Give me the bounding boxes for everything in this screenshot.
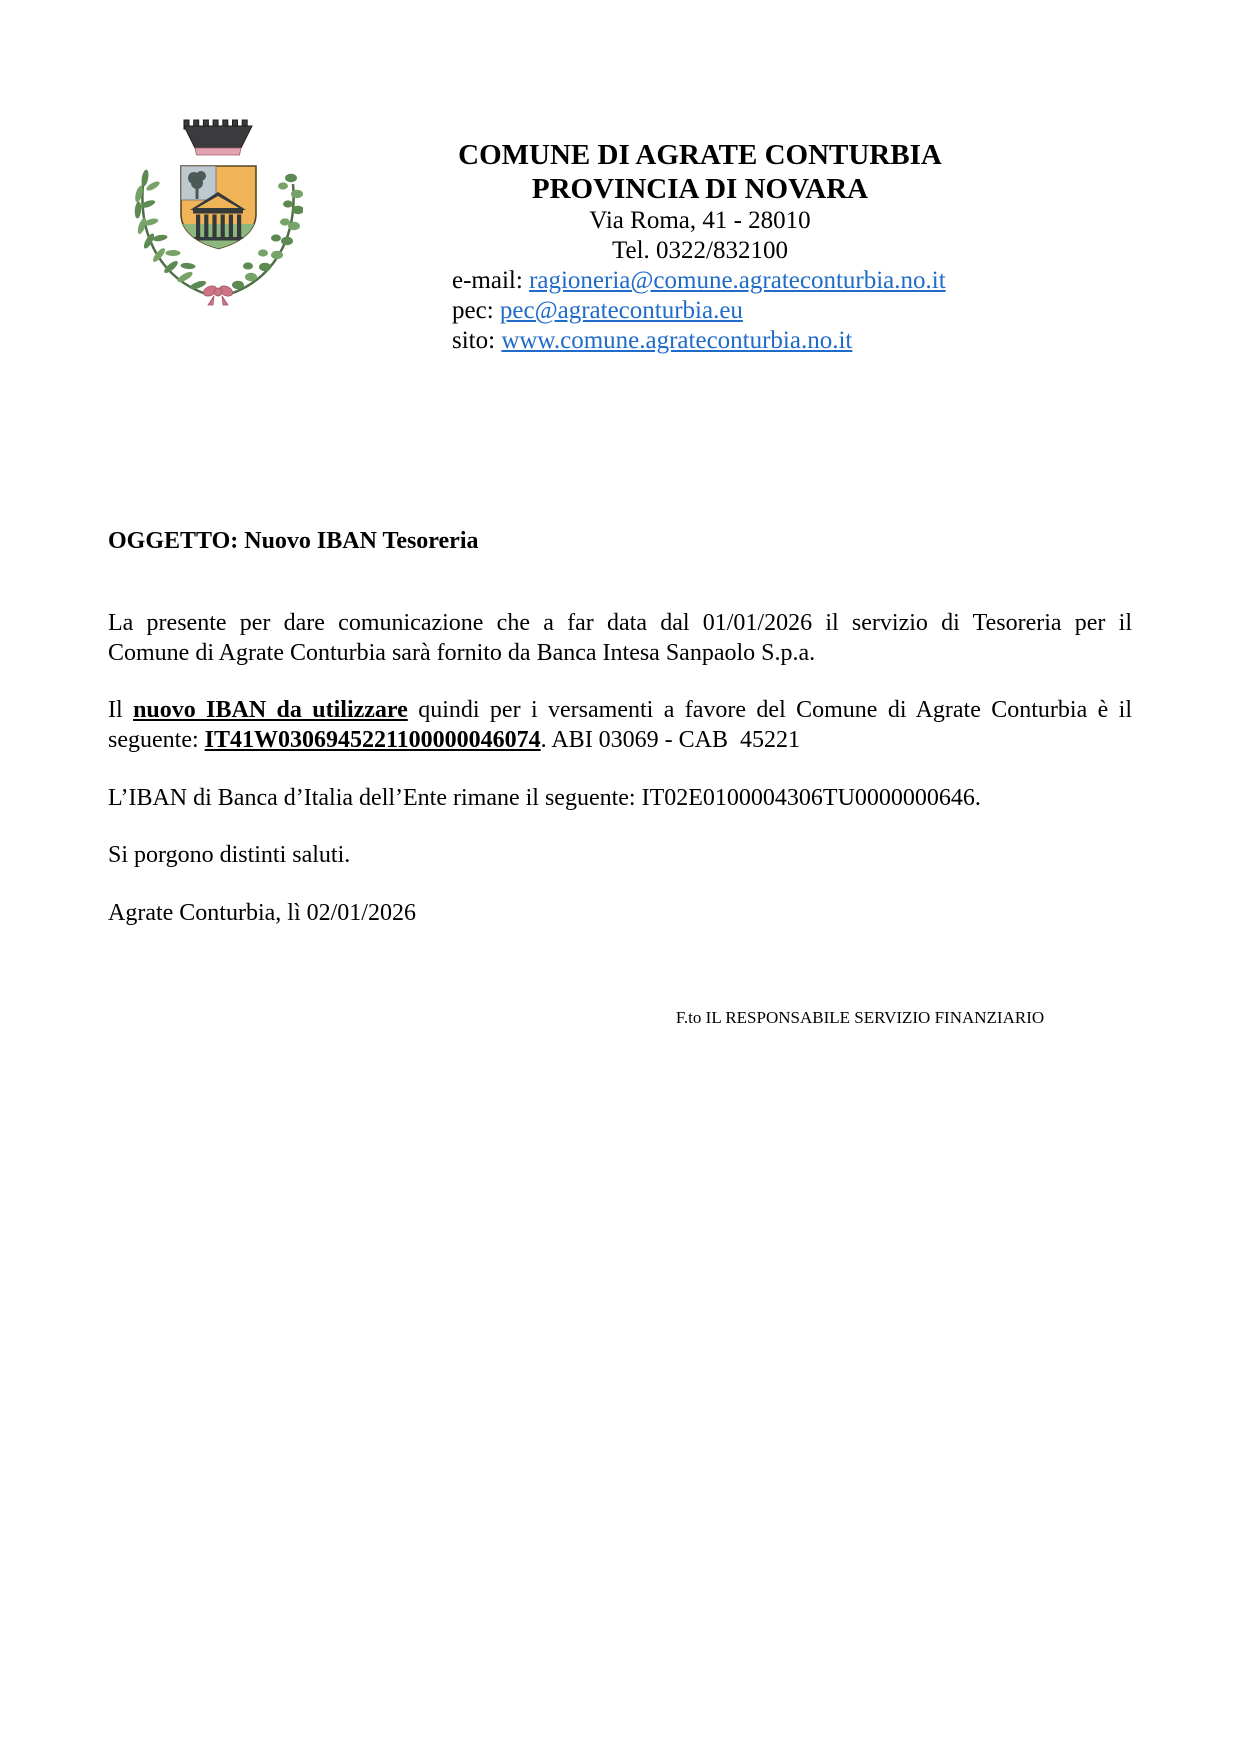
mural-crown-icon [184, 120, 252, 155]
pec-link[interactable]: pec@agrateconturbia.eu [499, 297, 743, 324]
street-address: Via Roma, 41 - 28010 [589, 207, 811, 234]
province-name: PROVINCIA DI NOVARA [531, 173, 869, 205]
pec-label: pec: [452, 297, 500, 324]
abi-cab-text: . ABI 03069 - CAB 45221 [540, 727, 801, 753]
text-segment: Il [108, 697, 134, 723]
ribbon-icon [202, 284, 234, 305]
website-label: sito: [452, 327, 502, 354]
new-iban-emphasis: nuovo IBAN da utilizzare [133, 697, 408, 723]
paragraph-1-line-1: La presente per dare comunicazione che a far data dal 01/01/2026 il servizio di Tesoreria per il [108, 610, 1132, 636]
paragraph-1 [108, 608, 1132, 668]
paragraph-1-line-2: Comune di Agrate Conturbia sarà fornito da Banca Intesa Sanpaolo S.p.a. [108, 640, 816, 666]
text-segment: quindi per i versamenti a favore del Comune di Agrate Conturbia è il [407, 697, 1133, 723]
email-link[interactable]: ragioneria@comune.agrateconturbia.no.it [529, 267, 946, 294]
email-label: e-mail: [452, 267, 530, 294]
shield-icon [181, 166, 256, 254]
paragraph-2-line-1 [108, 695, 1132, 725]
website-line [452, 326, 948, 356]
iban-value: IT41W0306945221100000046074 [204, 727, 541, 753]
subject-line: OGGETTO: Nuovo IBAN Tesoreria [108, 528, 479, 554]
signature-block: F.to IL RESPONSABILE SERVIZIO FINANZIARIO [675, 1008, 1045, 1027]
organization-name: COMUNE DI AGRATE CONTURBIA [458, 139, 942, 171]
email-line [452, 266, 948, 296]
paragraph-2-line-2 [108, 725, 1132, 755]
coat-of-arms-icon [118, 116, 303, 306]
website-link[interactable]: www.comune.agrateconturbia.no.it [501, 327, 853, 354]
paragraph-2 [108, 695, 1132, 755]
closing-line: Si porgono distinti saluti. [108, 842, 351, 868]
pec-line [452, 296, 948, 326]
text-segment: seguente: [108, 727, 205, 753]
paragraph-3: L’IBAN di Banca d’Italia dell’Ente rimane il seguente: IT02E0100004306TU0000000646. [108, 785, 981, 811]
letterhead [452, 138, 948, 356]
phone-number: Tel. 0322/832100 [611, 237, 788, 264]
letter-body [108, 608, 1132, 928]
place-and-date: Agrate Conturbia, lì 02/01/2026 [108, 900, 416, 926]
